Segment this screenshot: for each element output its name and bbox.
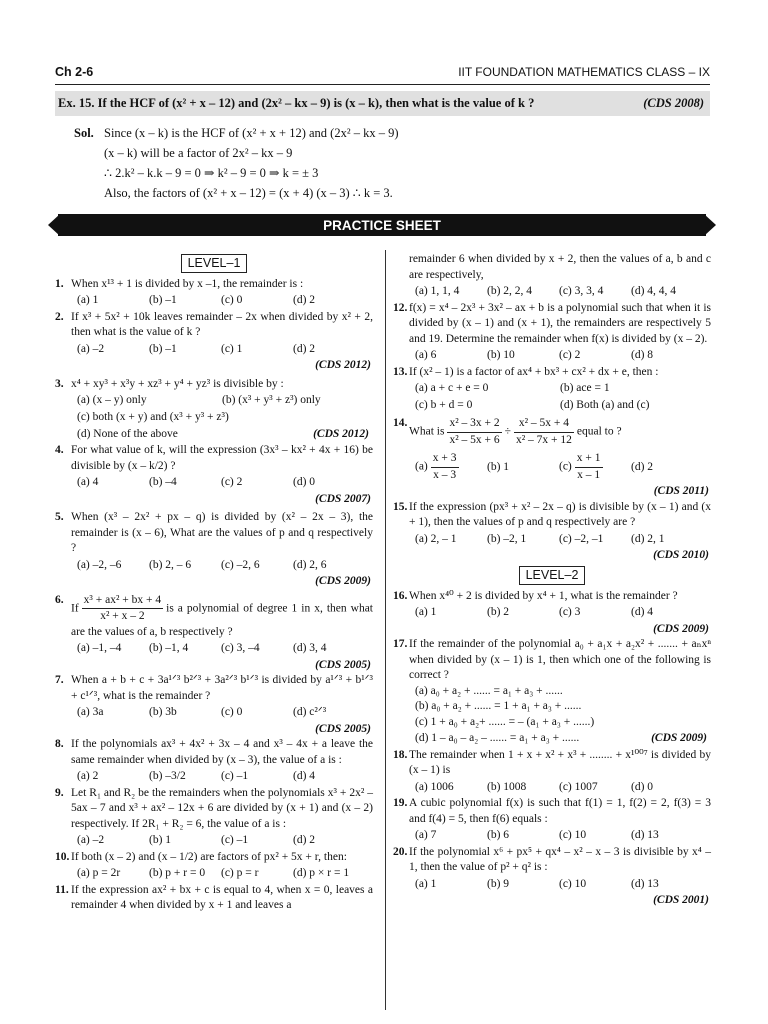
option: (d) 2 xyxy=(293,342,316,355)
option: (b) ace = 1 xyxy=(560,382,610,395)
question-number: 19. xyxy=(393,797,408,810)
question-number: 6. xyxy=(55,593,64,606)
option: (b) 1 xyxy=(149,834,172,847)
question-text: If the remainder of the polynomial a₀ + a₁x + a₂x² + ....... + aₙxⁿ when divided by (x – 1) is 1, then which one of the following is correct ? xyxy=(409,638,711,682)
option: (d) Both (a) and (c) xyxy=(560,398,650,411)
fraction-denominator: x – 1 xyxy=(577,468,601,481)
question-text: A cubic polynomial f(x) is such that f(1) = 1, f(2) = 2, f(3) = 3 and f(4) = 5, then f(6) equals : xyxy=(409,797,711,825)
option: (b) 2, – 6 xyxy=(149,558,192,571)
options xyxy=(55,293,373,309)
options xyxy=(393,532,711,548)
question-text: If both (x – 2) and (x – 1/2) are factors of px² + 5x + r, then: xyxy=(71,850,347,863)
level-1-heading: LEVEL–1 xyxy=(181,254,248,273)
question-number: 10. xyxy=(55,850,70,863)
question-text: equal to ? xyxy=(576,425,622,438)
option: (c) –2, 6 xyxy=(221,558,260,571)
option: (b) –1 xyxy=(149,294,177,307)
example-question: Ex. 15. If the HCF of (x² + x – 12) and (2x² – kx – 9) is (x – k), then what is the value of k ? xyxy=(58,96,535,110)
options xyxy=(55,705,373,721)
question-number: 18. xyxy=(393,748,408,761)
options xyxy=(393,348,711,364)
option: (a) (x – y) only xyxy=(77,394,147,407)
option: (b) –2, 1 xyxy=(487,532,527,545)
question-2 xyxy=(55,310,373,341)
option-label: (a) xyxy=(415,460,428,473)
option: (c) –2, –1 xyxy=(559,532,604,545)
question-source: (CDS 2010) xyxy=(653,549,709,562)
question-20 xyxy=(393,845,711,876)
option: (c) b + d = 0 xyxy=(415,398,473,411)
question-12 xyxy=(393,301,711,348)
solution-label: Sol. xyxy=(74,126,94,140)
question-19 xyxy=(393,796,711,827)
option: (d) 13 xyxy=(631,877,659,890)
question-16 xyxy=(393,589,711,605)
option: (b) 3b xyxy=(149,706,177,719)
options xyxy=(55,866,373,882)
question-text: If x³ + 5x² + 10k leaves remainder – 2x when divided by x² + 2, then what is the value of k ? xyxy=(71,310,373,339)
solution-line: (x – k) will be a factor of 2x² – kx – 9 xyxy=(104,146,293,160)
question-text: f(x) = x⁴ – 2x³ + 3x² – ax + b is a polynomial such that when it is divided by (x – 1) and (x + 1), the remainders are respectively 5 and 19. Determine the remainder when f(x) is divided by (x – 2). xyxy=(409,301,711,345)
option: (c) 1 xyxy=(221,342,243,355)
option: (d) 1 – a₀ – a₂ – ...... = a₁ + a₃ + ...... xyxy=(415,732,580,745)
option: (a) 4 xyxy=(77,476,99,489)
question-number: 3. xyxy=(55,377,64,390)
question-prefix: What is xyxy=(409,425,445,438)
option: (b) a₀ + a₂ + ...... = 1 + a₁ + a₃ + ...... xyxy=(415,700,582,713)
option: (a) 7 xyxy=(415,829,437,842)
question-text: The remainder when 1 + x + x² + x³ + ........ + x¹⁰⁰⁷ is divided by (x – 1) is xyxy=(409,748,711,777)
question-number: 4. xyxy=(55,444,64,457)
fraction-numerator: x³ + ax² + bx + 4 xyxy=(82,593,163,610)
example-box xyxy=(55,91,710,116)
fraction-denominator: x² + x – 2 xyxy=(100,610,145,623)
option: (a) 1006 xyxy=(415,780,454,793)
question-source: (CDS 2001) xyxy=(653,894,709,907)
fraction xyxy=(514,416,574,448)
fraction-numerator: x + 3 xyxy=(431,451,459,468)
option: (d) 3, 4 xyxy=(293,642,327,655)
option: (b) 1 xyxy=(487,461,510,474)
question-number: 12. xyxy=(393,301,408,314)
question-text: When x⁴⁰ + 2 is divided by x⁴ + 1, what is the remainder ? xyxy=(409,589,678,602)
question-number: 14. xyxy=(393,417,408,430)
options xyxy=(55,769,373,785)
option: (c) 0 xyxy=(221,294,243,307)
question-source: (CDS 2009) xyxy=(315,575,371,588)
fraction xyxy=(431,451,459,483)
solution-line: Since (x – k) is the HCF of (x² + x + 12) and (2x² – kx – 9) xyxy=(104,126,399,140)
question-18 xyxy=(393,748,711,779)
option: (a) 1 xyxy=(77,294,99,307)
option: (b) 6 xyxy=(487,829,510,842)
question-source: (CDS 2007) xyxy=(315,492,371,505)
option: (d) 8 xyxy=(631,349,654,362)
question-source: (CDS 2005) xyxy=(315,722,371,735)
question-source: (CDS 2009) xyxy=(651,732,707,745)
option: (a) –1, –4 xyxy=(77,642,122,655)
option: (d) 4 xyxy=(293,770,316,783)
option xyxy=(415,451,487,483)
example-source: (CDS 2008) xyxy=(643,96,704,110)
option: (b) (x³ + y³ + z³) only xyxy=(222,394,321,407)
option: (b) –4 xyxy=(149,476,177,489)
question-text: If the expression ax² + bx + c is equal to 4, when x = 0, leaves a remainder 4 when divided by x + 1 and leaves a xyxy=(71,883,373,912)
question-text: When x¹³ + 1 is divided by x –1, the remainder is : xyxy=(71,277,304,290)
option: (b) 10 xyxy=(487,349,515,362)
solution-block xyxy=(74,123,704,203)
option: (b) –3/2 xyxy=(149,770,186,783)
question-number: 13. xyxy=(393,365,408,378)
options xyxy=(55,475,373,491)
option: (b) p + r = 0 xyxy=(149,867,206,880)
option: (a) 2, – 1 xyxy=(415,532,457,545)
option: (d) 13 xyxy=(631,829,659,842)
options xyxy=(393,381,711,397)
options xyxy=(393,451,711,483)
question-number: 16. xyxy=(393,589,408,602)
option: (a) 6 xyxy=(415,349,437,362)
option: (c) 0 xyxy=(221,706,243,719)
option: (b) 9 xyxy=(487,877,510,890)
option: (c) –1 xyxy=(221,770,249,783)
options xyxy=(393,605,711,621)
question-source: (CDS 2011) xyxy=(653,485,709,498)
options xyxy=(55,393,373,409)
question-source: (CDS 2005) xyxy=(315,658,371,671)
book-title: IIT FOUNDATION MATHEMATICS CLASS – IX xyxy=(458,65,710,79)
divide-sign: ÷ xyxy=(504,425,511,438)
question-8 xyxy=(55,737,373,768)
question-1 xyxy=(55,277,373,293)
option: (c) both (x + y) and (x³ + y³ + z³) xyxy=(77,411,229,423)
option: (c) –1 xyxy=(221,834,249,847)
option: (c) 1007 xyxy=(559,780,598,793)
options xyxy=(55,427,373,443)
question-source: (CDS 2012) xyxy=(313,427,369,440)
option xyxy=(559,451,631,483)
option: (d) 2 xyxy=(631,461,654,474)
options xyxy=(55,342,373,358)
option: (c) 2 xyxy=(559,349,581,362)
question-6 xyxy=(55,593,373,641)
question-15 xyxy=(393,500,711,531)
left-column xyxy=(55,252,373,914)
question-text: x⁴ + xy³ + x³y + xz³ + y⁴ + yz³ is divisible by : xyxy=(71,377,284,390)
question-number: 1. xyxy=(55,277,64,290)
question-number: 17. xyxy=(393,638,408,651)
solution-line: Also, the factors of (x² + x – 12) = (x + 4) (x – 3) ∴ k = 3. xyxy=(104,186,393,200)
question-text: When a + b + c + 3a¹ᐟ³ b²ᐟ³ + 3a²ᐟ³ b¹ᐟ³ is divided by a¹ᐟ³ + b¹ᐟ³ + c¹ᐟ³, what is the remainder ? xyxy=(71,674,373,702)
question-number: 2. xyxy=(55,310,64,323)
fraction-denominator: x² – 7x + 12 xyxy=(515,433,572,446)
option: (c) 3, –4 xyxy=(221,642,260,655)
fraction-denominator: x – 3 xyxy=(433,468,457,481)
question-text: If the expression (px³ + x² – 2x – q) is divisible by (x – 1) and (x + 1), then the values of p and q respectively are ? xyxy=(409,500,711,529)
chapter-label: Ch 2-6 xyxy=(55,65,94,79)
solution-line: ∴ 2.k² – k.k – 9 = 0 ⇒ k² – 9 = 0 ⇒ k = ± 3 xyxy=(104,166,319,180)
question-text: Let R₁ and R₂ be the remainders when the polynomials x³ + 2x² – 5ax – 7 and x³ + ax² – 12x + 6 are divided by (x + 1) and (x – 2) respectively. If 2R₁ + R₂ = 6, the value of a is : xyxy=(71,786,373,830)
option: (d) 0 xyxy=(631,780,654,793)
option: (a) 3a xyxy=(77,706,104,719)
right-column xyxy=(393,252,711,909)
option: (b) 1008 xyxy=(487,780,527,793)
banner-title: PRACTICE SHEET xyxy=(323,218,441,233)
option: (a) a₀ + a₂ + ...... = a₁ + a₃ + ...... xyxy=(415,684,563,697)
question-number: 15. xyxy=(393,500,408,513)
option: (a) –2 xyxy=(77,834,105,847)
fraction-numerator: x² – 3x + 2 xyxy=(447,416,501,433)
options xyxy=(393,398,711,414)
page-header xyxy=(55,64,710,85)
fraction-denominator: x² – 5x + 6 xyxy=(449,433,500,446)
question-5 xyxy=(55,510,373,557)
option: (a) 1 xyxy=(415,606,437,619)
option: (d) 2 xyxy=(293,294,316,307)
question-7 xyxy=(55,673,373,704)
option: (c) 2 xyxy=(221,476,243,489)
option: (c) 10 xyxy=(559,877,587,890)
question-14 xyxy=(393,416,711,448)
question-number: 5. xyxy=(55,511,64,524)
question-text: If the polynomial x⁶ + px⁵ + qx⁴ – x² – x – 3 is divisible by x⁴ – 1, then the value of p² + q² is : xyxy=(409,845,711,874)
level-2-heading: LEVEL–2 xyxy=(519,566,586,585)
option: (d) c²ᐟ³ xyxy=(293,706,327,719)
question-text: When (x³ – 2x² + px – q) is divided by (x² – 2x – 3), the remainder is (x – 6), What are the values of p and q respectively ? xyxy=(71,511,373,555)
option: (a) –2 xyxy=(77,342,105,355)
option: (a) –2, –6 xyxy=(77,558,122,571)
option-label: (c) xyxy=(559,460,572,473)
options xyxy=(55,833,373,849)
column-divider xyxy=(385,250,386,1010)
option: (a) 1, 1, 4 xyxy=(415,285,460,298)
question-text: If (x² – 1) is a factor of ax⁴ + bx³ + cx² + dx + e, then : xyxy=(409,365,659,378)
option: (a) 2 xyxy=(77,770,99,783)
question-source: (CDS 2012) xyxy=(315,359,371,372)
option: (d) 4 xyxy=(631,606,654,619)
practice-sheet-banner xyxy=(48,214,716,236)
question-prefix: If xyxy=(71,602,79,615)
options xyxy=(55,558,373,574)
option: (b) –1 xyxy=(149,342,177,355)
option: (c) 1 + a₀ + a₂+ ...... = – (a₁ + a₃ + ......) xyxy=(415,715,595,728)
question-10 xyxy=(55,850,373,866)
question-number: 20. xyxy=(393,845,408,858)
option: (d) 0 xyxy=(293,476,316,489)
option: (a) 1 xyxy=(415,877,437,890)
option: (c) 3, 3, 4 xyxy=(559,285,604,298)
option: (d) None of the above xyxy=(77,427,178,440)
fraction xyxy=(575,451,603,483)
question-number: 9. xyxy=(55,786,64,799)
question-4 xyxy=(55,443,373,474)
option: (c) 3 xyxy=(559,606,581,619)
question-11-continued xyxy=(393,252,711,283)
fraction-numerator: x + 1 xyxy=(575,451,603,468)
question-17 xyxy=(393,637,711,684)
options xyxy=(393,828,711,844)
option: (a) a + c + e = 0 xyxy=(415,382,489,395)
option: (c) 10 xyxy=(559,829,587,842)
option: (d) p × r = 1 xyxy=(293,867,350,880)
option: (b) 2 xyxy=(487,606,510,619)
question-11 xyxy=(55,883,373,914)
option: (d) 2, 6 xyxy=(293,558,327,571)
question-text: For what value of k, will the expression (3x³ – kx² + 4x + 16) be divisible by (x – k/2) ? xyxy=(71,444,373,472)
question-9 xyxy=(55,786,373,833)
option: (d) 2, 1 xyxy=(631,532,665,545)
question-text: is a polynomial of degree 1 in x, then what are the values of a, b respectively ? xyxy=(71,602,373,638)
option: (a) p = 2r xyxy=(77,867,121,880)
option: (b) –1, 4 xyxy=(149,642,189,655)
options xyxy=(393,731,711,747)
options xyxy=(393,780,711,796)
options xyxy=(55,641,373,657)
question-source: (CDS 2009) xyxy=(653,622,709,635)
question-number: 8. xyxy=(55,738,64,751)
question-number: 7. xyxy=(55,674,64,687)
fraction xyxy=(82,593,163,625)
question-13 xyxy=(393,365,711,381)
question-text: If the polynomials ax³ + 4x² + 3x – 4 and x³ – 4x + a leave the same remainder when divided by (x – 3), the value of a is : xyxy=(71,738,373,766)
options xyxy=(393,877,711,893)
question-text: remainder 6 when divided by x + 2, then the values of a, b and c are respectively, xyxy=(409,253,711,281)
option: (b) 2, 2, 4 xyxy=(487,285,533,298)
option: (d) 2 xyxy=(293,834,316,847)
options xyxy=(393,284,711,300)
option: (d) 4, 4, 4 xyxy=(631,285,677,298)
question-number: 11. xyxy=(55,883,69,896)
fraction xyxy=(447,416,501,448)
fraction-numerator: x² – 5x + 4 xyxy=(514,416,574,433)
question-3 xyxy=(55,377,373,393)
option: (c) p = r xyxy=(221,867,259,880)
